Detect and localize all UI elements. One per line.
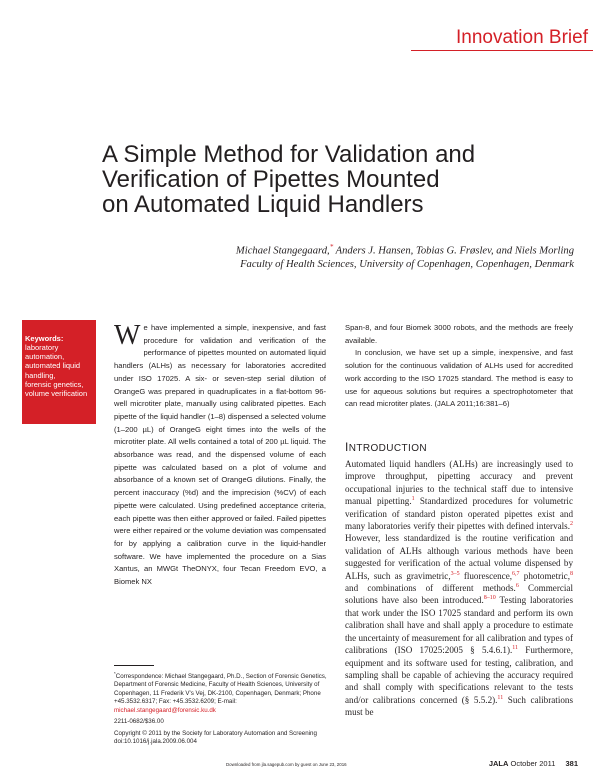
header-rule (411, 50, 593, 51)
author-affiliation: Faculty of Health Sciences, University of Copenhagen, Copenhagen, Denmark (240, 258, 574, 270)
section-label: Innovation Brief (455, 27, 588, 48)
footnotes (114, 670, 328, 746)
keyword-item: automation, (25, 352, 65, 362)
keywords-box (22, 320, 96, 424)
article-title (102, 142, 572, 217)
keyword-item: laboratory (25, 343, 59, 352)
reference-link[interactable]: 1 (411, 496, 415, 503)
keywords-title: Keywords: (25, 334, 64, 343)
title-line: A Simple Method for Validation and (102, 141, 476, 168)
page-footer (489, 759, 578, 768)
download-note: Downloaded from jla.sagepub.com by guest on June 23, 2016 (226, 762, 347, 767)
reference-link[interactable]: 8–10 (483, 595, 496, 602)
issn: 2211-0682/$36.00 (114, 718, 164, 726)
copyright: Copyright © 2011 by the Society for Laboratory Automation and Screening (114, 729, 317, 737)
doi: doi:10.1016/j.jala.2009.06.004 (114, 737, 197, 745)
reference-link[interactable]: 3–5 (450, 570, 460, 577)
keyword-item: volume verification (25, 389, 88, 399)
abstract-left-column (114, 322, 326, 589)
reference-link[interactable]: 8 (569, 570, 573, 577)
reference-link[interactable]: 6 (515, 583, 519, 590)
page-number: 381 (565, 759, 578, 768)
author-block (236, 241, 574, 271)
author-names: Michael Stangegaard,* Anders J. Hansen, Tobias G. Frøslev, and Niels Morling (235, 243, 574, 257)
corresponding-author-link[interactable]: * (329, 243, 334, 251)
journal-name: JALA (488, 759, 509, 768)
introduction-heading: INTRODUCTION (345, 440, 428, 454)
reference-link[interactable]: 2 (570, 521, 573, 527)
reference-link[interactable]: 11 (497, 694, 504, 701)
drop-cap: W (114, 320, 141, 351)
email-link[interactable]: michael.stangegaard@forensic.ku.dk (114, 706, 216, 714)
reference-link[interactable]: 11 (512, 645, 519, 652)
keyword-item: handling, (25, 370, 56, 380)
correspondence-note: *Correspondence: Michael Stangegaard, Ph.D., Section of Forensic Genetics, Department of Forensic Medicine, Faculty of Health Sciences, University of Copenhagen, 11 Frederik V's Vej, DK-2100, Copenhagen, Denmark; Phone +45.3532.6317; Fax: +45.3532.6209; E-mail: michael.stangegaard@forensic.ku.dk (114, 671, 327, 714)
abstract-conclusion: In conclusion, we have set up a simple, inexpensive, and fast solution for the continuous validation of ALHs used for accredited work according to the ISO 17025 standard. The method is easy to use for aqueous solutions but requires a spectrophotometer that can read microtiter plates. (JALA 2011;16:381–6) (345, 348, 573, 409)
issue-date: October 2011 (510, 759, 556, 768)
title-line: on Automated Liquid Handlers (102, 191, 424, 218)
introduction-body: Automated liquid handlers (ALHs) are increasingly used to improve throughput, pipetting accuracy and prevent occupational injuries to the technical staff due to intensive manual pipetting.$^1$ Standardized procedures for volumetric verification of standard piston operated pipettes exist and many laboratories verify their pipettes with defined intervals.$^2$ However, less standardized is the routine verification and validation of ALHs although various methods have been suggested for verification of the actual volume dispensed by ALHs, such as gravimetric,$^{3-5}$ fluorescence,$^{6,7}$ photometric,$^8$ and combinations of different methods.$^6$ Commercial solutions have also been introduced.$^{8-10}$ Testing laboratories that work under the ISO 17025 standard and perform its own calibration shall have and shall apply a procedure to estimate the uncertainty of measurement for all calibration and types of calibrations (ISO 17025:2005 § 5.4.6.1).$^{11}$ Furthermore, equipment and its software used for testing, calibration, and sampling shall be capable of achieving the accuracy required and shall comply with specifications relevant to the tests and/or calibrations concerned (§ 5.5.2).$^{11}$ Such calibrations must be (345, 459, 573, 718)
reference-link[interactable]: 6,7 (512, 570, 520, 577)
abstract-right-column (345, 322, 573, 411)
keyword-item: forensic genetics, (25, 379, 84, 389)
abstract-text: e have implemented a simple, inexpensive, and fast procedure for validation and verification of the performance of pipettes mounted on automated liquid handlers (ALHs) as necessary for laboratories accredited under ISO 17025. A six- or seven-step serial dilution of OrangeG was prepared in quadruplicates in a flat-bottom 96-well microtiter plate, manually using calibrated pipettes. Each pipette of the liquid handler (1–8) dispensed a selected volume (1–200 µL) of OrangeG eight times into the wells of the microtiter plate. All wells contained a total of 200 µL liquid. The absorbance was read, and the dispensed volume of each pipette was calculated based on a plot of volume and absorbance of a known set of OrangeG dilutions. Finally, the percent inaccuracy (%d) and the imprecision (%CV) of each pipette were calculated. Using predefined acceptance criteria, each pipette was then either approved or failed. Failed pipettes were either repaired or the volume deviation was compensated for by applying a calibration curve in the liquid-handler software. We have implemented the procedure on a Sias Xantus, an MWGt TheONYX, four Tecan Freedom EVO, a Biomek NX (114, 323, 326, 587)
footnote-rule (114, 665, 154, 666)
title-line: Verification of Pipettes Mounted (102, 166, 440, 193)
abstract-paragraph: Span-8, and four Biomek 3000 robots, and the methods are freely available. (345, 323, 573, 345)
keyword-item: automated liquid (25, 361, 81, 371)
